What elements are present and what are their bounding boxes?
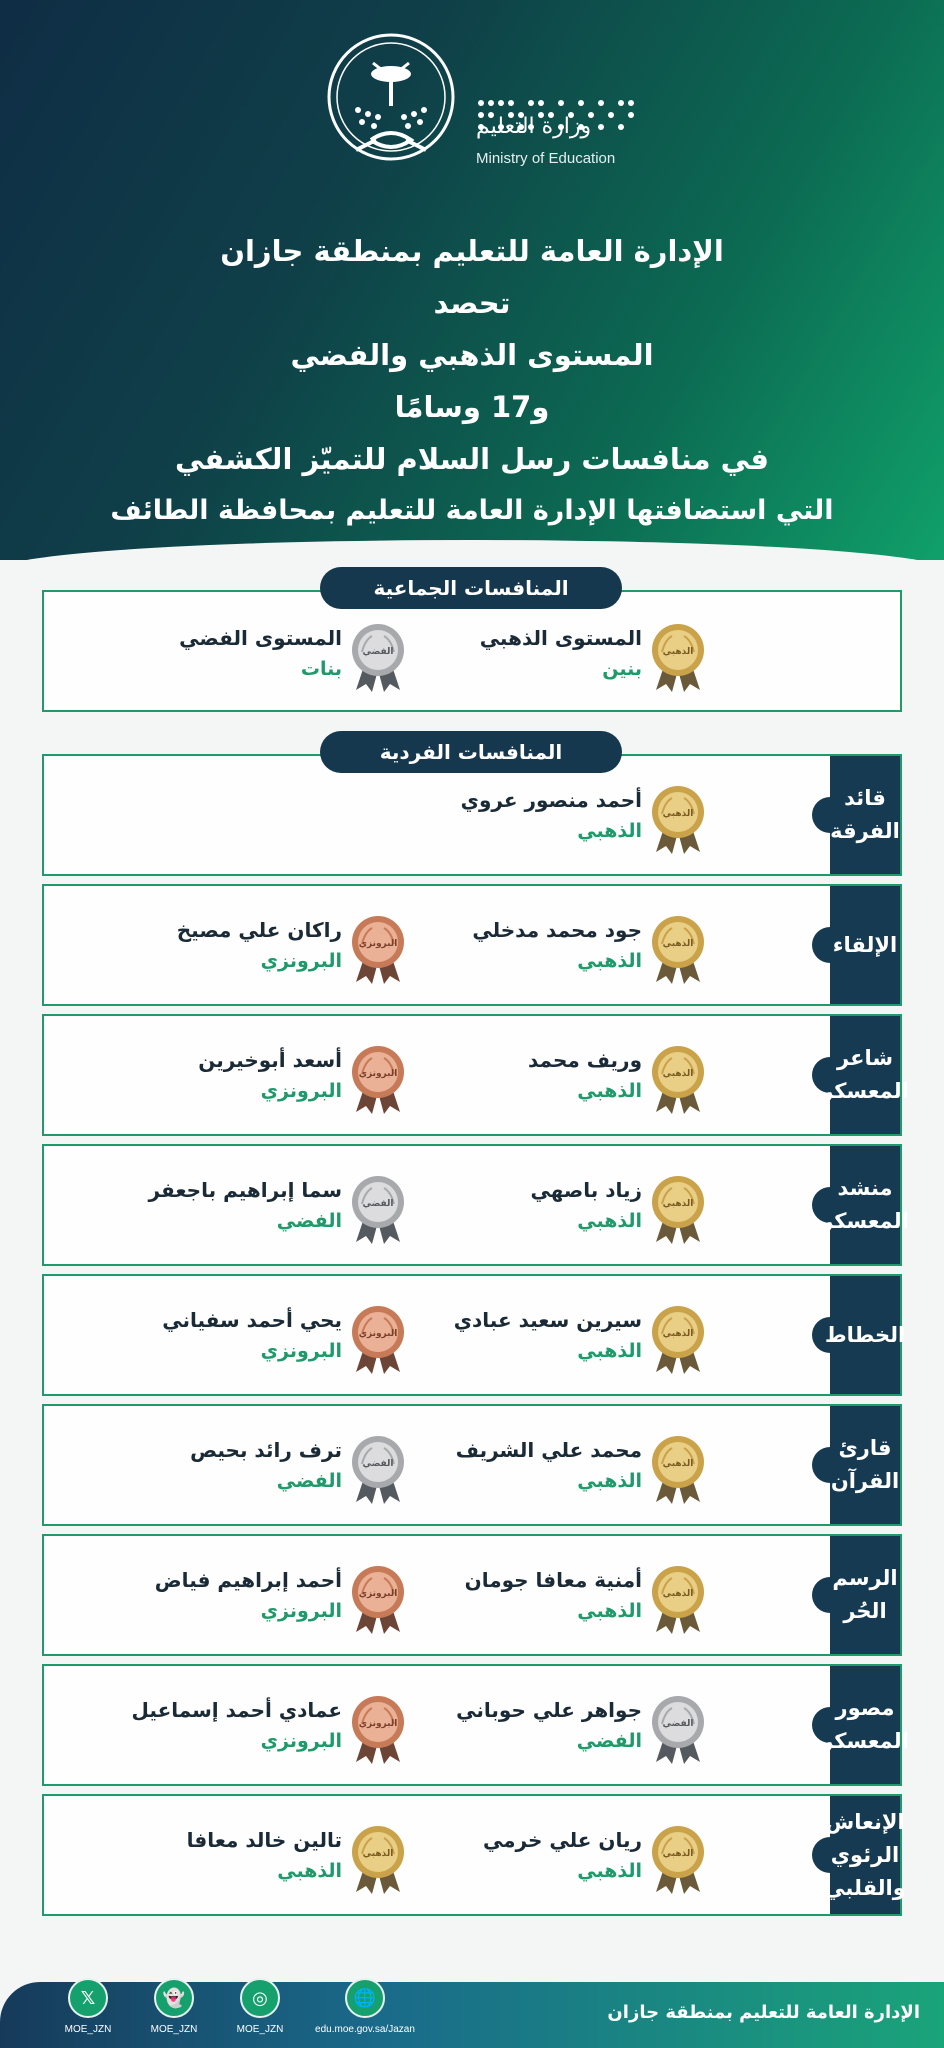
category-label (824, 1796, 906, 1914)
award-entry (130, 1428, 410, 1508)
svg-text:الفضي: الفضي (362, 1459, 394, 1469)
globe-icon[interactable]: 🌐 (345, 1978, 385, 2018)
category-label (821, 1666, 909, 1784)
social-handle: MOE_JZN (64, 2024, 112, 2035)
social-website[interactable] (315, 1978, 415, 2035)
category-label-line: المعسكر (821, 1729, 909, 1753)
group-entry (170, 616, 410, 696)
svg-text:الذهبي: الذهبي (662, 809, 694, 819)
category-row (42, 1794, 906, 1916)
gold-medal-icon (646, 1172, 710, 1244)
category-label-line: الفرقة (830, 819, 900, 843)
snapchat-icon[interactable]: 👻 (154, 1978, 194, 2018)
bronze-medal-icon (346, 912, 410, 984)
award-entry (430, 1818, 710, 1898)
category-label (830, 1406, 900, 1524)
svg-text:البرونزي: البرونزي (358, 1069, 398, 1079)
award-name: يحي أحمد سفياني (162, 1308, 342, 1332)
svg-text:البرونزي: البرونزي (358, 939, 398, 949)
award-name: عمادي أحمد إسماعيل (131, 1698, 342, 1722)
award-name: سيرين سعيد عبادي (453, 1308, 642, 1332)
award-level: الفضي (276, 1470, 342, 1492)
category-label-line: الخطاط (824, 1322, 906, 1347)
category-row (42, 1144, 909, 1266)
category-label-line: شاعر (837, 1046, 893, 1070)
category-label-line: منشد (837, 1176, 893, 1200)
headline-line: تحصد (433, 286, 511, 320)
category-row (42, 1404, 902, 1526)
award-entry (130, 1818, 410, 1898)
award-entry (430, 1298, 710, 1378)
award-entry (130, 1038, 410, 1118)
award-entry (130, 1558, 410, 1638)
silver-medal-icon (346, 1432, 410, 1504)
gold-medal-icon (646, 912, 710, 984)
headline-line: التي استضافتها الإدارة العامة للتعليم بمحافظة الطائف (110, 495, 834, 526)
social-snapchat[interactable] (134, 1978, 214, 2035)
moe-name-ar: وزارة التعليم (476, 114, 592, 139)
award-entry (430, 1168, 710, 1248)
award-entry (130, 1688, 410, 1768)
category-row (42, 884, 902, 1006)
award-name: راكان علي مصيخ (176, 918, 342, 942)
svg-text:البرونزي: البرونزي (358, 1589, 398, 1599)
footer-title: الإدارة العامة للتعليم بمنطقة جازان (607, 2002, 920, 2023)
gold-medal-icon (646, 782, 710, 854)
category-label-line: القرآن (830, 1469, 900, 1493)
category-label-line: مصور (835, 1696, 895, 1720)
silver-medal-icon (346, 1172, 410, 1244)
gold-medal-icon (646, 1432, 710, 1504)
headline-line: المستوى الذهبي والفضي (290, 338, 654, 372)
group-entry (470, 616, 710, 696)
category-label (830, 1536, 900, 1654)
award-name: جواهر علي حوباني (456, 1698, 642, 1722)
gold-medal-icon (646, 1302, 710, 1374)
svg-text:الذهبي: الذهبي (662, 939, 694, 949)
individual-section-title: المنافسات الفردية (320, 731, 622, 773)
category-label-line: والقلبي (824, 1875, 906, 1900)
category-label-line: الرسم (832, 1566, 898, 1590)
gold-medal-icon (646, 1822, 710, 1894)
headline (0, 225, 944, 537)
award-level: الذهبي (577, 950, 642, 972)
award-name: أسعد أبوخيرين (198, 1048, 342, 1072)
award-name: وريف محمد (528, 1048, 642, 1072)
x-icon[interactable]: 𝕏 (68, 1978, 108, 2018)
gold-medal-icon (346, 1822, 410, 1894)
award-level: البرونزي (260, 1730, 342, 1752)
category-row (42, 1534, 902, 1656)
category-label-line: الإنعاش (825, 1809, 905, 1834)
svg-text:الفضي: الفضي (662, 1719, 694, 1729)
award-name: ترف رائد بحيص (190, 1438, 342, 1462)
group-entry-sub: بنات (300, 658, 342, 680)
bronze-medal-icon (346, 1302, 410, 1374)
social-handle: MOE_JZN (150, 2024, 198, 2035)
svg-text:الذهبي: الذهبي (662, 1849, 694, 1859)
svg-text:البرونزي: البرونزي (358, 1719, 398, 1729)
category-label (821, 1146, 909, 1264)
social-handle: MOE_JZN (236, 2024, 284, 2035)
header-banner (0, 0, 944, 560)
category-label-line: قائد (844, 786, 886, 810)
group-section-title: المنافسات الجماعية (320, 567, 622, 609)
award-name: زياد باصهي (530, 1178, 642, 1202)
group-entry-title: المستوى الذهبي (479, 626, 642, 650)
award-name: تالين خالد معافا (186, 1828, 342, 1852)
headline-line: و17 وسامًا (394, 390, 550, 424)
moe-name-en: Ministry of Education (476, 150, 616, 167)
group-entry-title: المستوى الفضي (179, 626, 342, 650)
bronze-medal-icon (346, 1692, 410, 1764)
award-level: الذهبي (577, 1600, 642, 1622)
award-entry (430, 778, 710, 858)
award-level: البرونزي (260, 1600, 342, 1622)
silver-medal-icon (346, 620, 410, 692)
bronze-medal-icon (346, 1042, 410, 1114)
award-level: البرونزي (260, 1080, 342, 1102)
category-label (821, 1016, 909, 1134)
svg-text:الذهبي: الذهبي (662, 1589, 694, 1599)
scout-logo-icon (316, 22, 466, 182)
award-entry (130, 908, 410, 988)
award-entry (130, 1168, 410, 1248)
award-level: الذهبي (577, 1210, 642, 1232)
gold-medal-icon (646, 1562, 710, 1634)
svg-text:الذهبي: الذهبي (662, 647, 694, 657)
svg-text:الذهبي: الذهبي (662, 1329, 694, 1339)
award-name: محمد علي الشريف (455, 1438, 642, 1462)
social-instagram[interactable] (220, 1978, 300, 2035)
award-level: الفضي (276, 1210, 342, 1232)
svg-text:الذهبي: الذهبي (662, 1459, 694, 1469)
award-name: سما إبراهيم باجعفر (148, 1178, 342, 1202)
category-label-line: المعسكر (821, 1079, 909, 1103)
award-level: الذهبي (577, 1340, 642, 1362)
bronze-medal-icon (346, 1562, 410, 1634)
award-name: أحمد إبراهيم فياض (154, 1568, 342, 1592)
award-level: البرونزي (260, 950, 342, 972)
award-entry (430, 908, 710, 988)
award-name: أحمد منصور عروي (460, 788, 642, 812)
award-name: جود محمد مدخلي (472, 918, 642, 942)
svg-text:الذهبي: الذهبي (662, 1199, 694, 1209)
award-level: الذهبي (577, 1080, 642, 1102)
headline-line: الإدارة العامة للتعليم بمنطقة جازان (220, 234, 724, 268)
category-label (830, 886, 900, 1004)
instagram-icon[interactable]: ◎ (240, 1978, 280, 2018)
category-label (824, 1276, 906, 1394)
category-label-line: الرئوي (830, 1842, 900, 1867)
website-link[interactable]: edu.moe.gov.sa/Jazan (315, 2024, 415, 2035)
svg-text:الفضي: الفضي (362, 647, 394, 657)
logos (316, 22, 646, 192)
category-row (42, 1274, 906, 1396)
award-level: الفضي (576, 1730, 642, 1752)
gold-medal-icon (646, 1042, 710, 1114)
svg-text:الفضي: الفضي (362, 1199, 394, 1209)
headline-line: في منافسات رسل السلام للتميّز الكشفي (174, 442, 770, 476)
footer (0, 1982, 944, 2048)
category-row (42, 1014, 909, 1136)
award-level: الذهبي (577, 1860, 642, 1882)
award-level: البرونزي (260, 1340, 342, 1362)
category-label-line: الحُر (843, 1599, 887, 1623)
gold-medal-icon (646, 620, 710, 692)
award-entry (130, 1298, 410, 1378)
svg-text:الذهبي: الذهبي (362, 1849, 394, 1859)
award-name: أمنية معافا جومان (464, 1568, 642, 1592)
award-level: الذهبي (577, 820, 642, 842)
award-entry (430, 1688, 710, 1768)
category-row (42, 1664, 909, 1786)
silver-medal-icon (646, 1692, 710, 1764)
award-entry (430, 1428, 710, 1508)
award-entry (430, 1038, 710, 1118)
svg-text:البرونزي: البرونزي (358, 1329, 398, 1339)
award-name: ريان علي خرمي (482, 1828, 642, 1852)
social-x[interactable] (48, 1978, 128, 2035)
award-entry (430, 1558, 710, 1638)
category-label-line: المعسكر (821, 1209, 909, 1233)
award-level: الذهبي (277, 1860, 342, 1882)
category-label-line: قارئ (838, 1436, 892, 1460)
category-label (830, 756, 900, 874)
award-level: الذهبي (577, 1470, 642, 1492)
category-label-line: الإلقاء (832, 932, 898, 957)
group-entry-sub: بنين (602, 658, 642, 680)
svg-text:الذهبي: الذهبي (662, 1069, 694, 1079)
